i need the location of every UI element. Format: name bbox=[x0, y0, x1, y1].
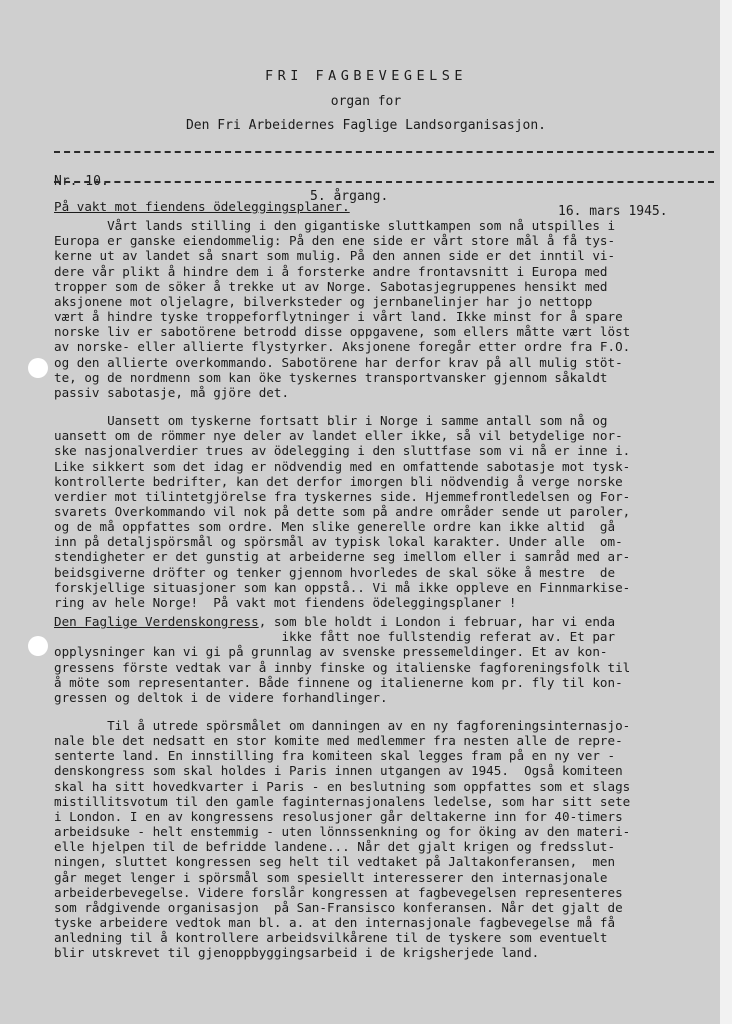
text-line: stendigheter er det gunstig at arbeiderne seg imellom eller i samråd med ar- bbox=[54, 549, 631, 565]
text-line: Uansett om tyskerne fortsatt blir i Norge i samme antall som nå og bbox=[54, 413, 608, 429]
text-line: ske nasjonalverdier trues av ödelegging i den sluttfase som vi nå er inne i. bbox=[54, 443, 631, 459]
text-line: forskjellige situasjoner som kan oppstå.. Vi må ikke oppleve en Finnmarkise- bbox=[54, 579, 631, 595]
issue-date: 16. mars 1945. bbox=[558, 204, 668, 219]
text-line: arbeidsuke - helt enstemmig - uten lönnssenkning og for öking av den materi- bbox=[54, 824, 631, 840]
text-line: mistillitsvotum til den gamle faginternasjonalens ledelse, som har sitt sete bbox=[54, 793, 631, 809]
text-line: gressen og deltok i de videre forhandlinger. bbox=[54, 689, 388, 705]
text-line: arbeiderbevegelse. Videre forslår kongressen at fagbevegelsen representeres bbox=[54, 884, 623, 900]
text-line: elle hjelpen til de befridde landene... Når det gjalt krigen og fredsslut- bbox=[54, 839, 616, 855]
volume: 5. årgang. bbox=[310, 189, 389, 204]
article-heading: På vakt mot fiendens ödeleggingsplaner. bbox=[54, 199, 350, 214]
text-line: aksjonene mot oljelagre, bilverksteder og jernbanelinjer har jo nettopp bbox=[54, 293, 593, 309]
text-line: Til å utrede spörsmålet om danningen av en ny fagforeningsinternasjo- bbox=[54, 718, 631, 733]
text-line: kerne ut av landet så snart som mulig. På den annen side er det inntil vi- bbox=[54, 248, 616, 264]
divider bbox=[54, 151, 714, 153]
text-line: inn på detaljspörsmål og spörsmål av typisk lokal karakter. Under alle om- bbox=[54, 534, 623, 550]
text-line: ningen, sluttet kongressen seg helt til vedtaket på Jaltakonferansen, men bbox=[54, 854, 616, 870]
text-line: kontrollerte bedrifter, kan det derfor imorgen bli nödvendig å verge norske bbox=[54, 473, 623, 489]
article-heading: Den Faglige Verdenskongress bbox=[54, 614, 259, 630]
text-line: Like sikkert som det idag er nödvendig med en omfattende sabotasje mot tysk- bbox=[54, 458, 631, 474]
text-line: dere vår plikt å hindre dem i å forsterke andre frontavsnitt i Europa med bbox=[54, 263, 608, 279]
text-line: av norske- eller allierte flystyrker. Aksjonene foregår etter ordre fra F.O. bbox=[54, 339, 631, 355]
text-line: og den allierte overkommando. Sabotörene har derfor krav på all mulig stöt- bbox=[54, 354, 623, 370]
paragraph bbox=[54, 218, 724, 400]
text-line: passiv sabotasje, må gjöre det. bbox=[54, 384, 290, 400]
page-edge bbox=[720, 0, 732, 1024]
text-line: senterte land. En innstilling fra komiteen skal legges fram på en ny ver - bbox=[54, 748, 616, 764]
text-line: som rådgivende organisasjon på San-Fransisco konferansen. Når det gjalt de bbox=[54, 899, 623, 915]
text-line: i London. I en av kongressens resolusjoner går deltakerne inn for 40-timers bbox=[54, 808, 623, 824]
paragraph bbox=[54, 413, 724, 610]
text-line: denskongress som skal holdes i Paris innen utgangen av 1945. Også komiteen bbox=[54, 763, 623, 779]
article-lead: Den Faglige Verdenskongress, som ble holdt i London i februar, har vi enda bbox=[54, 614, 616, 630]
paragraph bbox=[54, 629, 724, 705]
text-line: uansett om de römmer nye deler av landet eller ikke, så vil betydelige nor- bbox=[54, 428, 623, 444]
newsletter-subtitle: organ for bbox=[330, 94, 402, 109]
text-line: ring av hele Norge! På vakt mot fiendens ödeleggingsplaner ! bbox=[54, 594, 517, 610]
punch-hole-icon bbox=[28, 358, 48, 378]
text-line: Europa er ganske eiendommelig: På den ene side er vårt store mål å få tys- bbox=[54, 233, 616, 249]
text-line: tropper som de söker å trekke ut av Norge. Sabotasjegruppenes hensikt med bbox=[54, 278, 608, 294]
text-line: Vårt lands stilling i den gigantiske sluttkampen som nå utspilles i bbox=[54, 218, 616, 234]
text-line: opplysninger kan vi gi på grunnlag av svenske pressemeldinger. Et av kon- bbox=[54, 644, 608, 660]
text-line: te, og de nordmenn som kan öke tyskernes transportvansker gjennom såkaldt bbox=[54, 369, 608, 385]
text-line: blir utskrevet til gjenoppbyggingsarbeid i de krigsherjede land. bbox=[54, 945, 540, 961]
divider bbox=[54, 181, 714, 183]
text-line: vært å hindre tyske troppeforflytninger i vårt land. Ikke minst for å spare bbox=[54, 309, 623, 325]
text-line: skal ha sitt hovedkvarter i Paris - en beslutning som oppfattes som et slags bbox=[54, 778, 631, 794]
text-line: og de må oppfattes som ordre. Men slike generelle ordre kan ikke altid gå bbox=[54, 519, 616, 535]
text-line: å möte som representanter. Både finnene og italienerne kom pr. fly til kon- bbox=[54, 674, 623, 690]
text-line: anledning til å kontrollere arbeidsvilkårene til de tyskere som eventuelt bbox=[54, 930, 608, 946]
text-line: gressens förste vedtak var å innby finske og italienske fagforeningsfolk til bbox=[54, 659, 631, 675]
text-line: svarets Overkommando vil nok på dette som på andre områder sende ut paroler, bbox=[54, 503, 631, 519]
text-line: norske liv er sabotörene betrodd disse oppgavene, som ellers måtte vært löst bbox=[54, 324, 631, 340]
punch-hole-icon bbox=[28, 636, 48, 656]
paragraph bbox=[54, 718, 724, 961]
text-line: ikke fått noe fullstendig referat av. Et par bbox=[54, 629, 616, 645]
text-line: verdier mot tilintetgjörelse fra tyskernes side. Hjemmefrontledelsen og For- bbox=[54, 488, 631, 504]
article-body bbox=[54, 199, 724, 961]
text-line: beidsgiverne dröfter og tenker gjennom hvorledes de skal söke å mestre de bbox=[54, 564, 616, 580]
organization-name: Den Fri Arbeidernes Faglige Landsorganisasjon. bbox=[185, 118, 547, 133]
text-line: går meget lenger i spörsmål som spesiellt interesserer den internasjonale bbox=[54, 869, 608, 885]
text-line: tyske arbeidere vedtok man bl. a. at den internasjonale fagbevegelse må få bbox=[54, 915, 616, 931]
newsletter-title: FRI FAGBEVEGELSE bbox=[264, 68, 468, 84]
issue-number: Nr. 10. bbox=[54, 174, 109, 189]
text-line: nale ble det nedsatt en stor komite med medlemmer fra nesten alle de repre- bbox=[54, 733, 623, 749]
